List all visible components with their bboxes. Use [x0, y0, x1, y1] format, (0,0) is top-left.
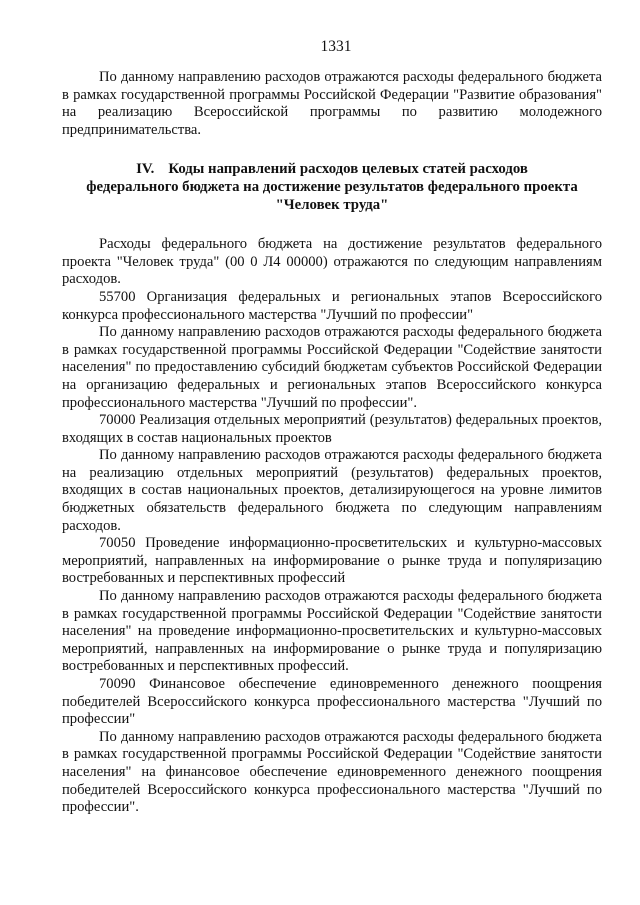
section-heading-line-1 — [62, 161, 602, 179]
paragraph-intro: По данному направлению расходов отражаются расходы федерального бюджета в рамках государственной программы Российской Федерации "Развитие образования" на реализацию Всероссийской программы по развитию молодежного предпринимательства. — [62, 69, 602, 138]
paragraph-9: По данному направлению расходов отражаются расходы федерального бюджета в рамках государственной программы Российской Федерации "Содействие занятости населения" на финансовое обеспечение единовременного денежного поощрения победителей Всероссийского конкурса профессионального мастерства "Лучший по профессии". — [62, 728, 602, 816]
section-heading-text-1: Коды направлений расходов целевых статей расходов — [168, 161, 528, 178]
paragraph-2: 55700 Организация федеральных и региональных этапов Всероссийского конкурса профессионального мастерства "Лучший по профессии" — [62, 288, 602, 323]
section-numeral: IV. — [136, 161, 155, 178]
page-number: 1331 — [320, 38, 352, 55]
paragraph-3: По данному направлению расходов отражаются расходы федерального бюджета в рамках государственной программы Российской Федерации "Содействие занятости населения" по предоставлению субсидий бюджетам субъектов Российской Федерации на организацию федеральных и региональных этапов Всероссийского конкурса профессионального мастерства "Лучший по профессии". — [62, 324, 602, 411]
paragraph-1: Расходы федерального бюджета на достижение результатов федерального проекта "Человек труда" (00 0 Л4 00000) отражаются по следующим направлениям расходов. — [62, 236, 602, 288]
section-heading-line-2: федерального бюджета на достижение результатов федерального проекта — [86, 178, 578, 195]
section-heading — [62, 161, 602, 214]
paragraph-4: 70000 Реализация отдельных мероприятий (результатов) федеральных проектов, входящих в состав национальных проектов — [62, 412, 602, 446]
paragraph-7: По данному направлению расходов отражаются расходы федерального бюджета в рамках государственной программы Российской Федерации "Содействие занятости населения" на проведение информационно-просветительских и культурно-массовых мероприятий, направленных на информирование о рынке труда и популяризацию востребованных и перспективных профессий. — [62, 588, 602, 675]
paragraph-6: 70050 Проведение информационно-просветительских и культурно-массовых мероприятий, направленных на информирование о рынке труда и популяризацию востребованных и перспективных профессий — [62, 535, 602, 587]
section-heading-line-3: "Человек труда" — [275, 196, 389, 213]
paragraph-5: По данному направлению расходов отражаются расходы федерального бюджета на реализацию отдельных мероприятий (результатов) федеральных проектов, входящих в состав национальных проектов, детализирующегося на уровне лимитов бюджетных обязательств федерального бюджета по следующим направлениям расходов. — [62, 447, 602, 534]
paragraph-8: 70090 Финансовое обеспечение единовременного денежного поощрения победителей Всероссийского конкурса профессионального мастерства "Лучший по профессии" — [62, 676, 602, 728]
